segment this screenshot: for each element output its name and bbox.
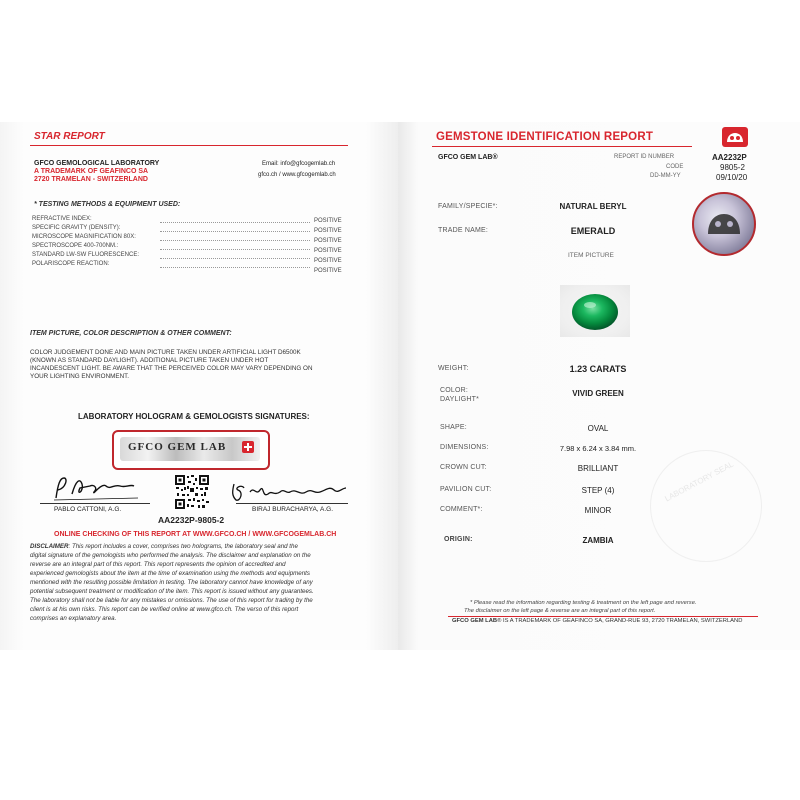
origin-label: ORIGIN: bbox=[444, 536, 473, 543]
disclaimer-line: digital signature of the gemologists who performed the analysis. The disclaimer and explanation on the bbox=[30, 552, 311, 559]
comment-line: INCANDESCENT LIGHT. BE AWARE THAT THE PERCEIVED COLOR MAY VARY DEPENDING ON bbox=[30, 365, 313, 372]
disclaimer-line: comprises an explanatory area. bbox=[30, 615, 117, 622]
date-label: DD-MM-YY bbox=[650, 173, 681, 179]
gem-photo-frame bbox=[560, 285, 630, 337]
family-label: FAMILY/SPECIE*: bbox=[438, 203, 498, 210]
report-id-label: REPORT ID NUMBER bbox=[614, 154, 675, 160]
title-divider bbox=[432, 146, 692, 147]
comment-heading: ITEM PICTURE, COLOR DESCRIPTION & OTHER COMMENT: bbox=[30, 330, 232, 337]
swiss-flag-icon bbox=[242, 441, 254, 453]
lab-email: Email: info@gfcogemlab.ch bbox=[262, 161, 336, 167]
dimensions-value: 7.98 x 6.24 x 3.84 mm. bbox=[559, 444, 637, 453]
online-check-link[interactable]: ONLINE CHECKING OF THIS REPORT AT WWW.GFCO.CH / WWW.GFCOGEMLAB.CH bbox=[54, 531, 337, 538]
disclaimer-line: mentioned with the resulting possible limitation in testing. The laboratory cannot have knowledge of any bbox=[30, 579, 313, 586]
test-result: POSITIVE bbox=[314, 228, 342, 234]
weight-label: WEIGHT: bbox=[438, 365, 469, 372]
disclaimer-line: client is at his own risks. This report can be verified online at www.gfco.ch. The verso of this report bbox=[30, 606, 299, 613]
hologram-label: GFCO GEM LAB bbox=[128, 441, 227, 453]
item-picture-label: ITEM PICTURE bbox=[568, 252, 614, 259]
crown-cut-label: CROWN CUT: bbox=[440, 464, 487, 471]
test-result: POSITIVE bbox=[314, 248, 342, 254]
dotted-leader bbox=[160, 257, 310, 259]
footer-line bbox=[452, 618, 742, 624]
disclaimer-label: DISCLAIMER bbox=[30, 543, 69, 550]
dimensions-label: DIMENSIONS: bbox=[440, 444, 489, 451]
test-result: POSITIVE bbox=[314, 258, 342, 264]
pavilion-cut-label: PAVILION CUT: bbox=[440, 486, 492, 493]
shape-label: SHAPE: bbox=[440, 424, 467, 431]
footnote-2: The disclaimer on the left page & reverse are an integral part of this report. bbox=[464, 608, 656, 614]
report-id-left: AA2232P-9805-2 bbox=[158, 515, 225, 525]
trade-name-label: TRADE NAME: bbox=[438, 227, 489, 234]
color-label: COLOR: bbox=[440, 387, 469, 394]
hologram-sticker bbox=[112, 430, 270, 470]
testing-heading: * TESTING METHODS & EQUIPMENT USED: bbox=[34, 201, 181, 208]
comment-label: COMMENT*: bbox=[440, 506, 483, 513]
disclaimer-line: experienced gemologists about the item at the time of examination using the methods and equipments bbox=[30, 570, 310, 577]
signature-line bbox=[40, 503, 150, 504]
signer2-name: BIRAJ BURACHARYA, A.G. bbox=[252, 506, 334, 513]
trade-name-value: EMERALD bbox=[570, 226, 616, 236]
signature-cattoni bbox=[50, 474, 140, 504]
date-value: 09/10/20 bbox=[716, 173, 748, 182]
disclaimer-line: potential subsequent treatment or modification of the item. This report is issued without any guarantees. bbox=[30, 588, 314, 595]
code-value: 9805-2 bbox=[720, 163, 745, 172]
lab-trademark: A TRADEMARK OF GEAFINCO SA bbox=[34, 168, 149, 175]
seal-watermark-text: LABORATORY SEAL bbox=[663, 459, 735, 504]
dotted-leader bbox=[160, 248, 310, 250]
dotted-leader bbox=[160, 221, 310, 223]
test-label: MICROSCOPE MAGNIFICATION 80X: bbox=[32, 234, 136, 240]
test-label: POLARISCOPE REACTION: bbox=[32, 261, 110, 267]
disclaimer-first-line bbox=[30, 543, 298, 550]
report-document bbox=[0, 122, 800, 650]
report-id-value: AA2232P bbox=[712, 153, 747, 162]
footer-rest: ® IS A TRADEMARK OF GEAFINCO SA, GRAND-RUE 93, 2720 TRAMELAN, SWITZERLAND bbox=[497, 618, 743, 624]
test-label: SPECTROSCOPE 400-700NM.: bbox=[32, 243, 119, 249]
signature-buracharya bbox=[230, 478, 350, 506]
dotted-leader bbox=[160, 230, 310, 232]
report-title: GEMSTONE IDENTIFICATION REPORT bbox=[436, 131, 654, 143]
test-result: POSITIVE bbox=[314, 218, 342, 224]
origin-value: ZAMBIA bbox=[582, 536, 614, 545]
signer1-name: PABLO CATTONI, A.G. bbox=[54, 506, 122, 513]
signature-line bbox=[236, 503, 348, 504]
comment-line: YOUR LIGHTING ENVIRONMENT. bbox=[30, 373, 130, 380]
disclaimer-text: : This report includes a cover, comprises two holograms, the laboratory seal and the bbox=[68, 543, 298, 550]
test-label: REFRACTIVE INDEX: bbox=[32, 216, 92, 222]
disclaimer-line: reverse are an integral part of this report. This report represents the opinion of accredited and bbox=[30, 561, 286, 568]
lab-seal-icon bbox=[692, 192, 756, 256]
title-divider bbox=[30, 145, 348, 146]
comment-line: (KNOWN AS STANDARD DAYLIGHT). ADDITIONAL PICTURE TAKEN UNDER HOT bbox=[30, 357, 269, 364]
test-result: POSITIVE bbox=[314, 238, 342, 244]
lab-logo-icon bbox=[722, 127, 748, 147]
left-page bbox=[0, 122, 398, 650]
test-label: STANDARD LW-SW FLUORESCENCE: bbox=[32, 252, 140, 258]
family-value: NATURAL BERYL bbox=[559, 202, 627, 211]
dotted-leader bbox=[160, 239, 310, 241]
lab-web: gfco.ch / www.gfcogemlab.ch bbox=[258, 172, 336, 178]
comment-line: COLOR JUDGEMENT DONE AND MAIN PICTURE TAKEN UNDER ARTIFICIAL LIGHT D6500K bbox=[30, 349, 301, 356]
footnote-1: * Please read the information regarding testing & treatment on the left page and reverse. bbox=[470, 600, 697, 606]
pavilion-cut-value: STEP (4) bbox=[581, 486, 615, 495]
crown-cut-value: BRILLIANT bbox=[577, 464, 619, 473]
footer-divider bbox=[448, 616, 758, 617]
emerald-gem-image bbox=[560, 285, 630, 337]
lab-name: GFCO GEMOLOGICAL LABORATORY bbox=[34, 160, 160, 167]
lab-name-right: GFCO GEM LAB® bbox=[438, 154, 498, 161]
daylight-label: DAYLIGHT* bbox=[440, 396, 480, 403]
right-page bbox=[398, 122, 800, 650]
dotted-leader bbox=[160, 266, 310, 268]
code-label: CODE bbox=[666, 164, 684, 170]
test-result: POSITIVE bbox=[314, 268, 342, 274]
lab-address: 2720 TRAMELAN - SWITZERLAND bbox=[34, 176, 148, 183]
signatures-heading: LABORATORY HOLOGRAM & GEMOLOGISTS SIGNATURES: bbox=[78, 412, 310, 421]
seal-watermark bbox=[650, 450, 762, 562]
comment-value: MINOR bbox=[584, 506, 612, 515]
qr-code-icon bbox=[174, 474, 210, 510]
star-report-title: STAR REPORT bbox=[34, 131, 105, 142]
weight-value: 1.23 CARATS bbox=[569, 364, 627, 374]
test-label: SPECIFIC GRAVITY (DENSITY): bbox=[32, 225, 121, 231]
footer-brand: GFCO GEM LAB bbox=[452, 618, 498, 624]
color-value: VIVID GREEN bbox=[572, 389, 624, 398]
disclaimer-line: The laboratory shall not be liable for any mistakes or omissions. The use of this report for trading by the bbox=[30, 597, 313, 604]
shape-value: OVAL bbox=[587, 424, 609, 433]
